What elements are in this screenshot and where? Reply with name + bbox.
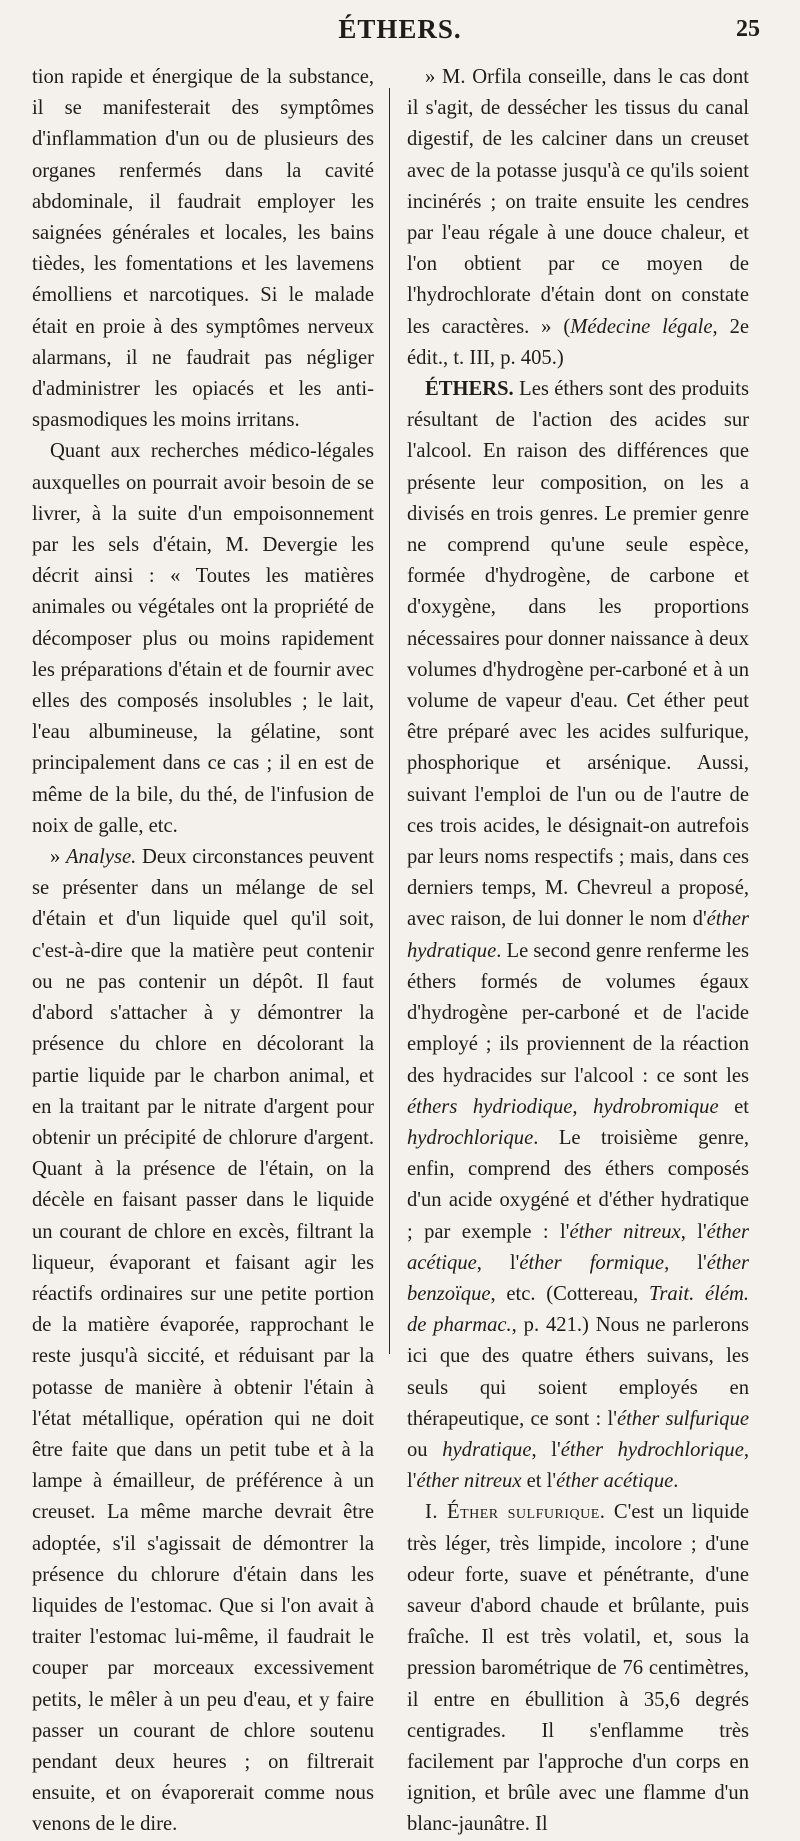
paragraph: Quant aux recherches médico-légales auxquelles on pourrait avoir besoin de se livrer, à la suite d'un empoisonnement par les sels d'étain, M. Devergie les décrit ainsi : « Toutes les matières animales ou végétales ont la propriété de décomposer plus ou moins rapidement les préparations d'étain et de fournir avec elles des composés insolubles ; le lait, l'eau albumineuse, la gélatine, sont principalement dans ce cas ; il en est de même de la bile, du thé, de l'infusion de noix de galle, etc. <box>32 440 374 837</box>
page-header <box>40 14 760 58</box>
running-head: ÉTHERS. <box>338 14 462 44</box>
right-column <box>407 62 750 1836</box>
entry-heading: ÉTHERS. <box>425 378 514 401</box>
left-column <box>32 62 374 1836</box>
section-label-analyse: Analyse. <box>65 846 137 869</box>
column-divider <box>389 88 390 1354</box>
paragraph: » Analyse. Deux circonstances peuvent se présenter dans un mélange de sel d'étain et d'un liquide quel qu'il soit, c'est-à-dire que la matière peut contenir ou ne pas contenir un dépôt. Il faut d'abord s'attacher à y démontrer la présence du chlore en décolorant la partie liquide par le charbon animal, et en la traitant par le nitrate d'argent pour obtenir un précipité de chlorure d'argent. Quant à la présence de l'étain, on la décèle en faisant passer dans le liquide un courant de chlore en excès, filtrant la liqueur, évaporant et faisant agir les réactifs ordinaires sur une petite portion de la matière évaporée, rapprochant le reste jusqu'à siccité, et réduisant par la potasse de manière à obtenir l'étain à l'état métallique, opération qui ne doit être faite que dans un petit tube et à la lampe à émailleur, de préférence à un creuset. La même marche devrait être adoptée, s'il s'agissait de démontrer la présence du chlorure d'étain dans les liquides de l'estomac. Que si l'on avait à traiter l'estomac lui-même, il faudrait le couper par morceaux excessivement petits, le mêler à un peu d'eau, et y faire passer un courant de chlore soutenu pendant deux heures ; on filtrerait ensuite, et on évaporerait comme nous venons de le dire. <box>32 846 374 1836</box>
page-number: 25 <box>736 16 760 42</box>
paragraph: » M. Orfila conseille, dans le cas dont il s'agit, de dessécher les tissus du canal digestif, de les calciner dans un creuset avec de la potasse jusqu'à ce qu'ils soient incinérés ; on traite ensuite les cendres par l'eau régale à une douce chaleur, et l'on obtient par ce moyen de l'hydrochlorate d'étain dont on constate les caractères. » (Médecine légale, 2e édit., t. III, p. 405.) <box>407 66 750 369</box>
paragraph: I. Éther sulfurique. C'est un liquide très léger, très limpide, incolore ; d'une odeur forte, suave et pénétrante, d'une saveur d'abord chaude et brûlante, puis fraîche. Il est très volatil, et, sous la pression barométrique de 76 centimètres, il entre en ébullition à 35,6 degrés centigrades. Il s'enflamme très facilement par l'approche d'un corps en ignition, et brûle avec une flamme d'un blanc-jaunâtre. Il <box>407 1501 750 1836</box>
paragraph: tion rapide et énergique de la substance, il se manifesterait des symptômes d'inflammation d'un ou de plusieurs des organes renfermés dans la cavité abdominale, il faudrait employer les saignées générales et locales, les bains tièdes, les fomentations et les lavemens émolliens et narcotiques. Si le malade était en proie à des symptômes nerveux alarmans, il ne faudrait pas négliger d'administrer les opiacés et les anti-spasmodiques les moins irritans. <box>32 66 374 432</box>
paragraph: ÉTHERS. Les éthers sont des produits résultant de l'action des acides sur l'alcool. En raison des différences que présente leur composition, on les a divisés en trois genres. Le premier genre ne comprend qu'une seule espèce, formée d'hydrogène, de carbone et d'oxygène, dans les proportions nécessaires pour donner naissance à deux volumes d'hydrogène per-carboné et à un volume de vapeur d'eau. Cet éther peut être préparé avec les acides sulfurique, phosphorique et arsénique. Aussi, suivant l'emploi de l'un ou de l'autre de ces trois acides, le désignait-on autrefois par leurs noms respectifs ; mais, dans ces derniers temps, M. Chevreul a proposé, avec raison, de lui donner le nom d'éther hydratique. Le second genre renferme les éthers formés de volumes égaux d'hydrogène per-carboné et de l'acide employé ; ils proviennent de la réaction des hydracides sur l'alcool : ce sont les éthers hydriodique, hydrobromique et hydrochlorique. Le troisième genre, enfin, comprend des éthers composés d'un acide oxygéné et d'éther hydratique ; par exemple : l'éther nitreux, l'éther acétique, l'éther formique, l'éther benzoïque, etc. (Cottereau, Trait. élém. de pharmac., p. 421.) Nous ne parlerons ici que des quatre éthers suivans, les seuls qui soient employés en thérapeutique, ce sont : l'éther sulfurique ou hydratique, l'éther hydrochlorique, l'éther nitreux et l'éther acétique. <box>407 378 750 1493</box>
subsection-heading: I. Éther sulfurique. <box>425 1501 606 1524</box>
